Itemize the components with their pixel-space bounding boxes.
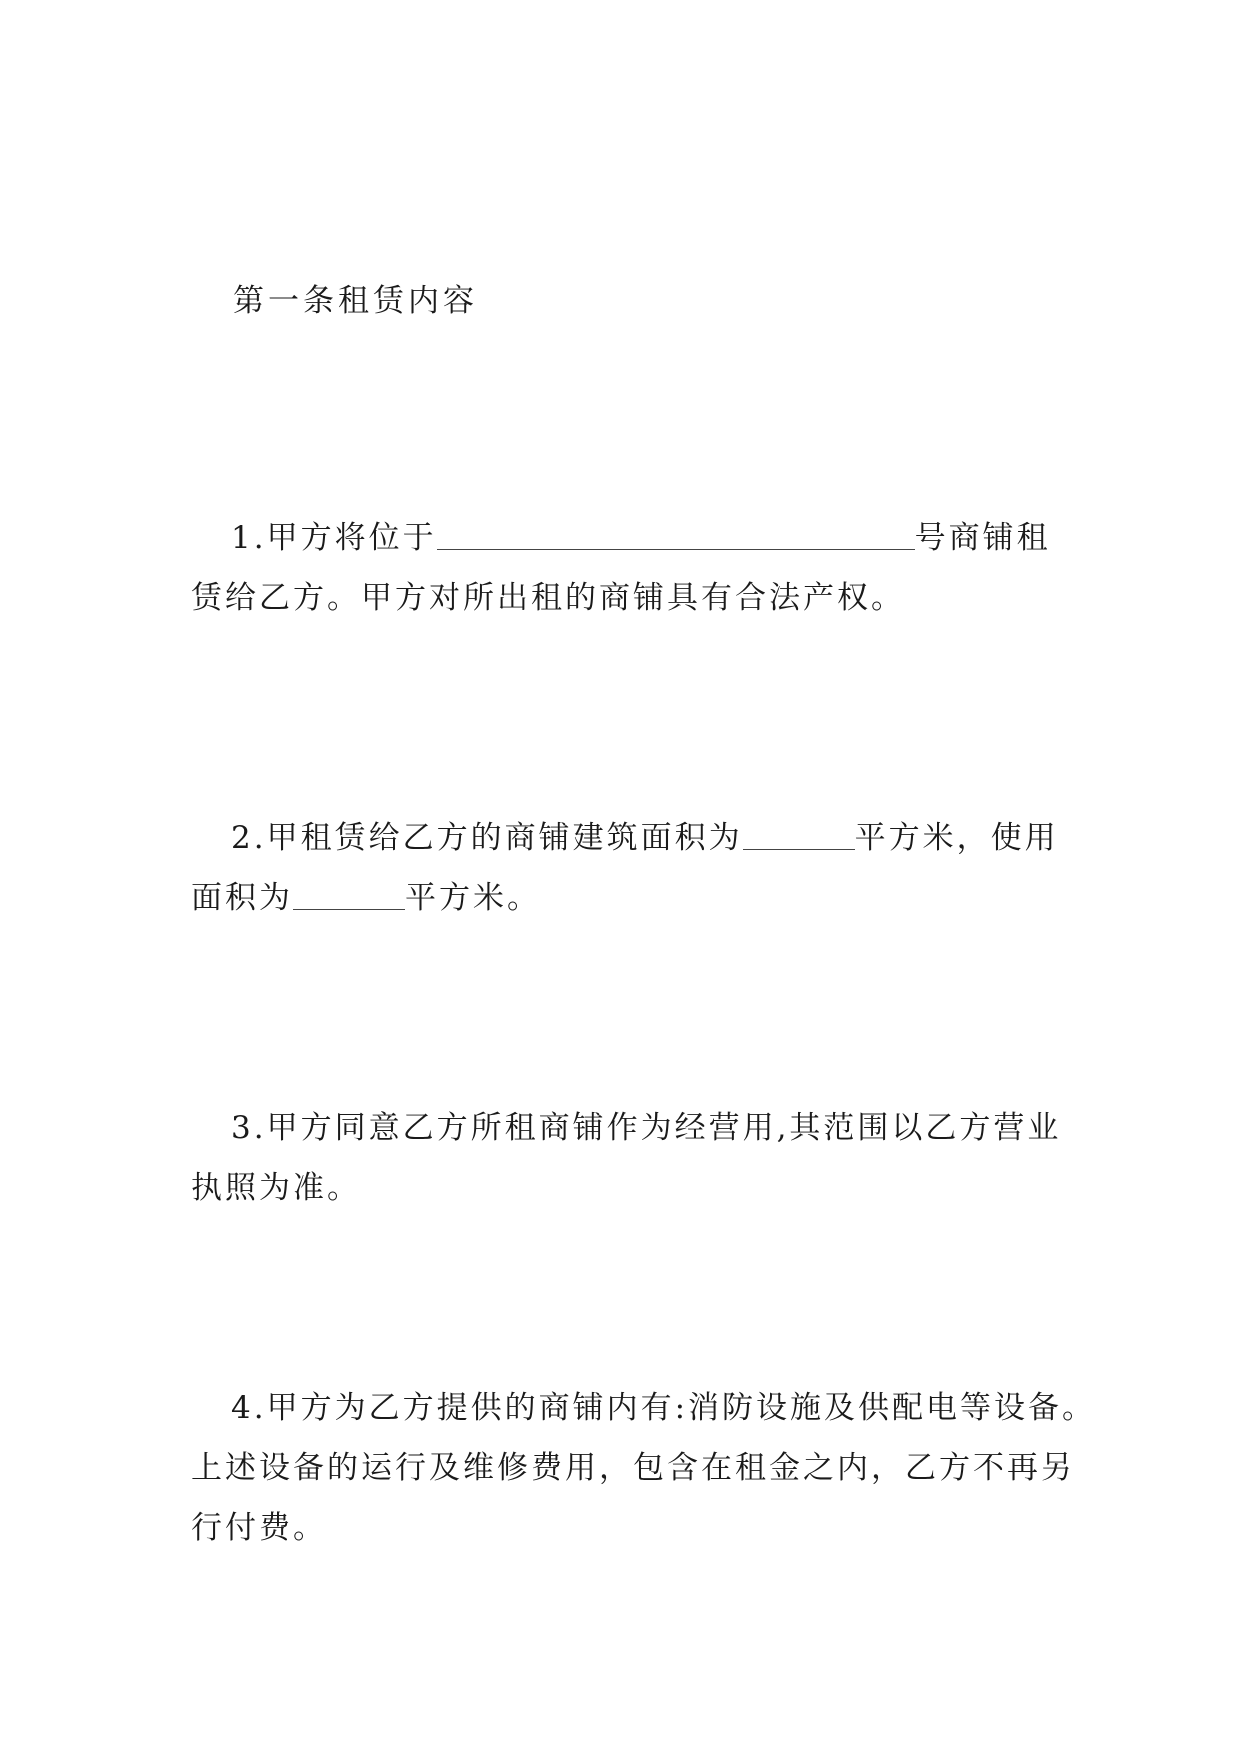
clause-1-text-before-blank: 1.甲方将位于 <box>231 520 437 556</box>
clause-3-line-2: 执照为准。 <box>191 1170 361 1206</box>
clause-1 <box>191 508 1061 628</box>
clause-2-line-2-before-blank: 面积为 <box>191 880 293 916</box>
clause-2-line-2 <box>191 868 1061 928</box>
clause-4-line-1: 4.甲方为乙方提供的商铺内有:消防设施及供配电等设备。 <box>231 1390 1097 1426</box>
clause-3-line-1: 3.甲方同意乙方所租商铺作为经营用,其范围以乙方营业 <box>231 1110 1062 1146</box>
clause-2-text-after-blank: 平方米，使用 <box>854 820 1059 856</box>
clause-1-line-1 <box>191 508 1061 568</box>
address-blank <box>437 519 915 550</box>
clause-1-line-2: 赁给乙方。甲方对所出租的商铺具有合法产权。 <box>191 580 905 616</box>
usable-area-blank <box>293 879 405 910</box>
clause-4-line-3: 行付费。 <box>191 1510 327 1546</box>
clause-2-line-2-after-blank: 平方米。 <box>405 880 541 916</box>
clause-4 <box>191 1378 1097 1558</box>
section-heading: 第一条租赁内容 <box>233 283 478 319</box>
clause-3 <box>191 1098 1061 1218</box>
clause-1-text-after-blank: 号商铺租 <box>914 520 1051 556</box>
clause-2-line-1 <box>191 808 1061 868</box>
building-area-blank <box>743 819 855 850</box>
clause-2 <box>191 808 1061 928</box>
clause-4-line-2: 上述设备的运行及维修费用，包含在租金之内，乙方不再另 <box>191 1450 1075 1486</box>
clause-2-text-before-blank: 2.甲租赁给乙方的商铺建筑面积为 <box>231 820 743 856</box>
